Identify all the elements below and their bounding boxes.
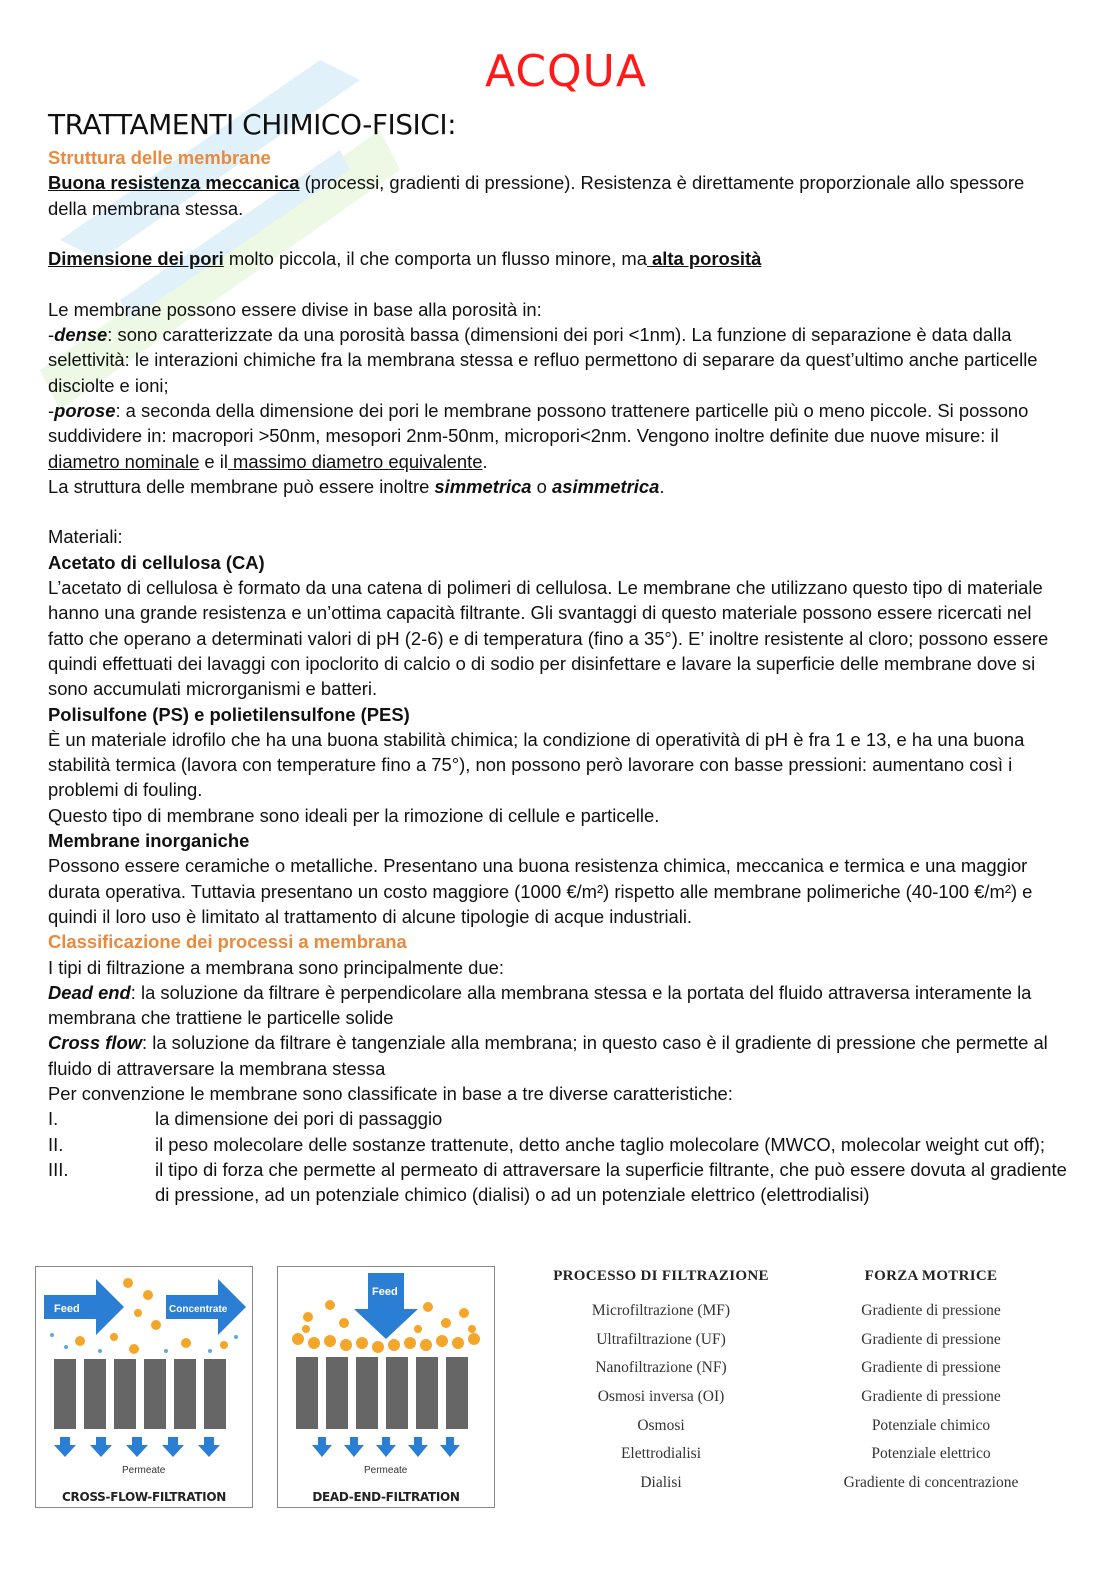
term-porose: porose <box>54 399 116 421</box>
text-dense: : sono caratterizzate da una porosità bassa (dimensioni dei pori <1nm). La funzione di separazione è data dalla selettività: le interazioni chimiche fra la membrana stessa e refluo permettono di separare da quest’ultimo anche particelle disciolte e ioni; <box>48 324 1038 396</box>
table-row <box>520 1440 1060 1469</box>
term-pori: Dimensione dei pori <box>48 248 224 270</box>
list-text: il tipo di forza che permette al permeato di attraversare la superficie filtrante, che può essere dovuta al gradiente di pressione, ad un potenziale chimico (dialisi) o ad un potenziale elettrico (elettrodialisi) <box>155 1158 1067 1206</box>
list-number: I. <box>48 1108 59 1130</box>
term-dead-end: Dead end <box>48 981 131 1003</box>
figure-cross-flow <box>35 1266 253 1508</box>
text-e-il: e il <box>199 450 228 472</box>
feed-label: Feed <box>372 1286 398 1298</box>
text-flow <box>48 145 1068 1270</box>
feed-label: Feed <box>54 1303 80 1315</box>
list-number: III. <box>48 1158 69 1180</box>
text-sym-mid: o <box>531 475 552 497</box>
term-resistenza: Buona resistenza meccanica <box>48 172 300 194</box>
cell-process: Nanofiltrazione (NF) <box>595 1359 727 1377</box>
cell-force: Gradiente di pressione <box>861 1359 1001 1377</box>
section-title-classificazione: Classificazione dei processi a membrana <box>48 931 407 953</box>
paragraph-resistenza <box>48 170 1068 221</box>
table-row <box>520 1354 1060 1383</box>
cell-force: Gradiente di pressione <box>861 1330 1001 1348</box>
membrane-icon <box>296 1357 468 1429</box>
dead-end-diagram <box>278 1267 494 1487</box>
classif-intro: I tipi di filtrazione a membrana sono principalmente due: <box>48 956 504 978</box>
paragraph-cross-flow <box>48 1030 1068 1081</box>
table-row <box>520 1297 1060 1326</box>
term-simmetrica: simmetrica <box>434 475 532 497</box>
paragraph-pori <box>48 246 1068 271</box>
list-item <box>48 1106 1068 1131</box>
text-sym-pre: La struttura delle membrane può essere inoltre <box>48 475 435 497</box>
cell-process: Microfiltrazione (MF) <box>591 1302 731 1320</box>
list-item <box>48 1157 1068 1208</box>
cell-process: Dialisi <box>640 1473 682 1491</box>
text-resistenza: (processi, gradienti di pressione). Resistenza è direttamente proporzionale allo spessore della membrana stessa. <box>48 172 1025 219</box>
paragraph-porosita-intro: Le membrane possono essere divise in base alla porosità in: <box>48 298 542 320</box>
table-row <box>520 1383 1060 1412</box>
material-text-inorganiche: Possono essere ceramiche o metalliche. Presentano una buona resistenza chimica, meccanica e termica e una maggior durata operativa. Tuttavia presentano un costo maggiore (1000 €/m²) rispetto alle membrane polimeriche (40-100 €/m²) e quindi il loro uso è limitato al trattamento di alcune tipologie di acque industriali. <box>48 855 1033 927</box>
text-pori: molto piccola, il che comporta un flusso minore, ma <box>223 248 647 270</box>
classif-convenzione: Per convenzione le membrane sono classificate in base a tre diverse caratteristiche: <box>48 1082 733 1104</box>
material-text-ps: È un materiale idrofilo che ha una buona stabilità chimica; la condizione di operatività di pH è fra 1 e 13, e ha una buona stabilità termica (lavora con temperature fino a 75°), non possono però lavorare con basse pressioni: aumentano così i problemi di fouling. <box>48 728 1025 801</box>
feed-arrow-icon <box>354 1273 418 1339</box>
table-row <box>520 1411 1060 1440</box>
text-dead-end: : la soluzione da filtrare è perpendicolare alla membrana stessa e la portata del fluido attraversa interamente la membrana che trattiene le particelle solide <box>48 981 1032 1029</box>
term-diametro-nominale: diametro nominale <box>48 450 200 472</box>
permeate-label: Permeate <box>122 1465 166 1476</box>
cell-force: Potenziale chimico <box>871 1416 991 1434</box>
term-asimmetrica: asimmetrica <box>552 475 660 497</box>
permeate-arrows-icon <box>54 1437 220 1457</box>
document-body <box>48 145 1068 1270</box>
table-header-row <box>520 1264 1060 1297</box>
term-cross-flow: Cross flow <box>48 1032 143 1054</box>
materiali-label: Materiali: <box>48 526 123 548</box>
term-porosita: alta porosità <box>646 248 762 270</box>
paragraph-dead-end <box>48 980 1068 1031</box>
cell-force: Gradiente di concentrazione <box>843 1473 1019 1491</box>
cell-process: Osmosi inversa (OI) <box>597 1388 725 1406</box>
table-row <box>520 1469 1060 1498</box>
text-sym-end: . <box>659 475 665 497</box>
text-period: . <box>482 450 488 472</box>
material-text-ca: L’acetato di cellulosa è formato da una catena di polimeri di cellulosa. Le membrane che utilizzano questo tipo di materiale hanno una grande resistenza e un’ottima capacità filtrante. Gli svantaggi di questo materiale possono essere ricercati nel fatto che operano a determinati valori di pH (2-6) e di temperatura (fino a 35°). E’ inoltre resistente al cloro; possono essere quindi effettuati dei lavaggi con ipoclorito di calcio o di sodio per disinfettare e lavare la superficie delle membrane dove si sono accumulati microrganismi e batteri. <box>48 577 1049 700</box>
cross-flow-diagram <box>36 1267 252 1487</box>
section-title-struttura: Struttura delle membrane <box>48 147 271 168</box>
permeate-arrows-icon <box>312 1437 460 1457</box>
text-porose: : a seconda della dimensione dei pori le membrane possono trattenere particelle più o meno piccole. Si possono suddividere in: macropori >50nm, mesopori 2nm-50nm, micropori<2nm. Vengono inoltre definite due nuove misure: il <box>48 399 1029 447</box>
cell-force: Gradiente di pressione <box>861 1302 1001 1320</box>
paragraph-simmetria <box>48 474 1068 499</box>
permeate-label: Permeate <box>364 1465 408 1476</box>
cell-process: Osmosi <box>637 1416 685 1434</box>
section-heading: TRATTAMENTI CHIMICO-FISICI: <box>48 108 457 141</box>
list-text: il peso molecolare delle sostanze trattenute, detto anche taglio molecolare (MWCO, molecolar weight cut off); <box>155 1133 1045 1155</box>
cell-process: Ultrafiltrazione (UF) <box>596 1330 726 1348</box>
text-cross-flow: : la soluzione da filtrare è tangenziale alla membrana; in questo caso è il gradiente di pressione che permette al fluido di attraversare la membrana stessa <box>48 1032 1048 1079</box>
process-table <box>520 1264 1060 1497</box>
material-text-ps-2: Questo tipo di membrane sono ideali per la rimozione di cellule e particelle. <box>48 804 660 826</box>
figure-dead-end <box>277 1266 495 1508</box>
list-text: la dimensione dei pori di passaggio <box>155 1108 443 1130</box>
cell-force: Potenziale elettrico <box>871 1445 991 1463</box>
header-forza: FORZA MOTRICE <box>864 1268 998 1284</box>
material-title-ps: Polisulfone (PS) e polietilensulfone (PES) <box>48 703 410 725</box>
material-title-inorganiche: Membrane inorganiche <box>48 830 250 852</box>
cross-flow-caption: CROSS-FLOW-FILTRATION <box>62 1490 226 1504</box>
page-title: ACQUA <box>485 46 647 97</box>
paragraph-dense: -dense: sono caratterizzate da una porosità bassa (dimensioni dei pori <1nm). La funzione di separazione è data dalla selettività: le interazioni chimiche fra la membrana stessa e refluo permettono di separare da quest’ultimo anche particelle disciolte e ioni; <box>48 324 1038 396</box>
membrane-icon <box>54 1359 226 1429</box>
list-number: II. <box>48 1133 64 1155</box>
dead-end-caption: DEAD-END-FILTRATION <box>312 1490 460 1504</box>
concentrate-label: Concentrate <box>169 1304 228 1315</box>
table-row <box>520 1326 1060 1355</box>
cell-force: Gradiente di pressione <box>861 1388 1001 1406</box>
header-processo: PROCESSO DI FILTRAZIONE <box>553 1268 769 1284</box>
term-massimo-diametro: massimo diametro equivalente <box>227 450 483 472</box>
material-title-ca: Acetato di cellulosa (CA) <box>48 551 265 573</box>
paragraph-porose: -porose: a seconda della dimensione dei pori le membrane possono trattenere particelle più o meno piccole. Si possono suddividere in: macropori >50nm, mesopori 2nm-50nm, micropori<2nm. Vengono inoltre definite due nuove misure: il diametro nominale e il massimo diametro equivalente. <box>48 399 1029 472</box>
cell-process: Elettrodialisi <box>620 1445 702 1463</box>
term-dense: dense <box>54 324 108 346</box>
list-item <box>48 1132 1068 1157</box>
